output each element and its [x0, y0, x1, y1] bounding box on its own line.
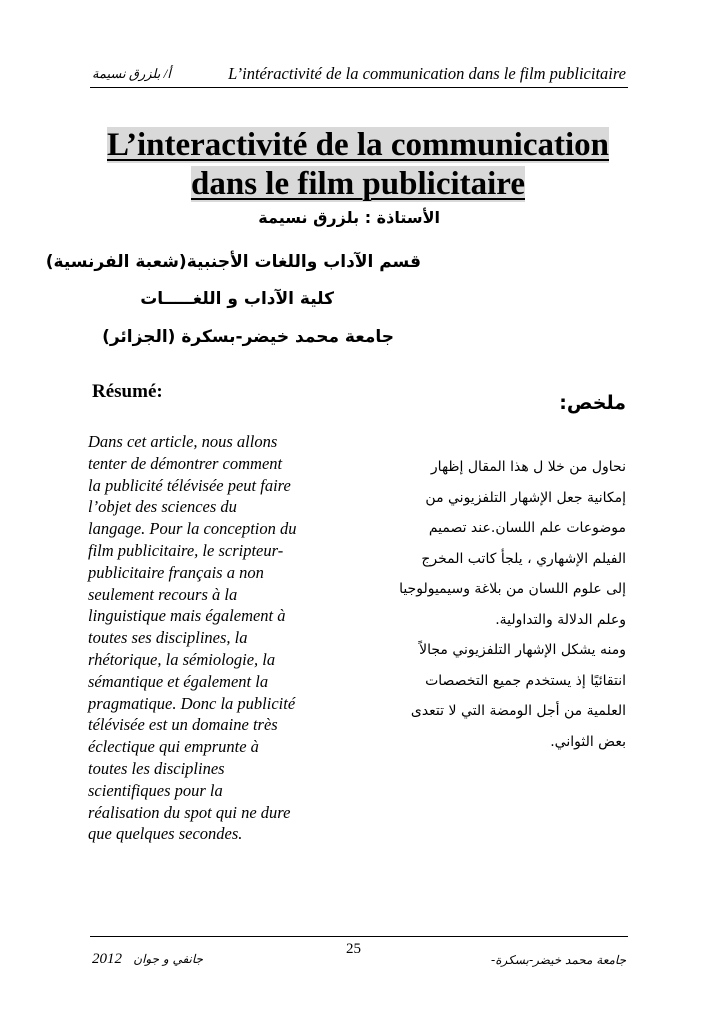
article-title — [88, 126, 628, 204]
resume-line: sémantique et également la — [88, 671, 269, 691]
footer-issue — [92, 951, 203, 968]
header-rule — [90, 87, 628, 88]
resume-line: rhétorique, la sémiologie, la — [88, 649, 276, 669]
resume-line: publicitaire français a non — [88, 562, 264, 582]
resume-line: réalisation du spot qui ne dure — [88, 802, 291, 822]
mulakhas-line: بعض الثواني. — [550, 733, 626, 750]
mulakhas-line: ومنه يشكل الإشهار التلفزيوني مجالاً — [419, 642, 626, 658]
mulakhas-heading: ملخص: — [559, 392, 626, 414]
resume-line: télévisée est un domaine très — [88, 715, 278, 735]
mulakhas-line: الفيلم الإشهاري ، يلجأ كاتب المخرج — [421, 550, 626, 567]
article-title-line-2: dans le film publicitaire — [191, 166, 525, 202]
page-number: 25 — [346, 941, 361, 957]
footer-university: جامعة محمد خيضر-بسكرة- — [490, 953, 626, 967]
footer-rule — [90, 936, 628, 937]
header-running-title: L’intéractivité de la communication dans le film publicitaire — [228, 64, 626, 83]
author-line: الأستاذة : بلزرق نسيمة — [258, 208, 440, 227]
resume-line: seulement recours à la — [88, 584, 238, 604]
resume-line: la publicité télévisée peut faire — [88, 475, 291, 495]
mulakhas-line: إلى علوم اللسان من بلاغة وسيميولوجيا — [399, 581, 626, 597]
mulakhas-line: نحاول من خلا ل هذا المقال إظهار — [430, 459, 626, 475]
resume-line: langage. Pour la conception du — [88, 519, 297, 539]
faculty-line: كلية الآداب و اللغـــــات — [140, 289, 334, 309]
mulakhas-line: إمكانية جعل الإشهار التلفزيوني من — [425, 489, 626, 506]
mulakhas-line: موضوعات علم اللسان.عند تصميم — [428, 520, 626, 536]
resume-body — [88, 431, 342, 845]
resume-line: film publicitaire, le scripteur- — [88, 540, 284, 560]
mulakhas-line: انتقائيًا إذ يستخدم جميع التخصصات — [425, 672, 626, 689]
resume-line: linguistique mais également à — [88, 606, 286, 626]
header-author: أ/ بلزرق نسيمة — [92, 66, 171, 81]
resume-line: éclectique qui emprunte à — [88, 737, 259, 757]
footer-year: 2012 — [92, 951, 122, 967]
mulakhas-body — [374, 452, 626, 757]
footer-issue-date: جانفي و جوان — [133, 952, 203, 966]
mulakhas-line: العلمية من أجل الومضة التي لا تتعدى — [410, 703, 626, 719]
article-title-line-1: L’interactivité de la communication — [107, 127, 609, 163]
resume-line: Dans cet article, nous allons — [88, 432, 278, 451]
resume-line: tenter de démontrer comment — [88, 453, 283, 473]
resume-heading: Résumé: — [92, 381, 163, 402]
resume-line: que quelques secondes. — [88, 824, 243, 844]
mulakhas-line: وعلم الدلالة والتداولية. — [495, 611, 626, 628]
resume-line: toutes ses disciplines, la — [88, 628, 248, 648]
resume-line: scientifiques pour la — [88, 780, 223, 800]
university-line: جامعة محمد خيضر-بسكرة (الجزائر) — [102, 327, 394, 347]
resume-line: toutes les disciplines — [88, 758, 225, 778]
department-line: قسم الآداب واللغات الأجنبية(شعبة الفرنسية) — [45, 252, 421, 272]
resume-line: pragmatique. Donc la publicité — [88, 693, 296, 713]
resume-line: l’objet des sciences du — [88, 497, 237, 517]
